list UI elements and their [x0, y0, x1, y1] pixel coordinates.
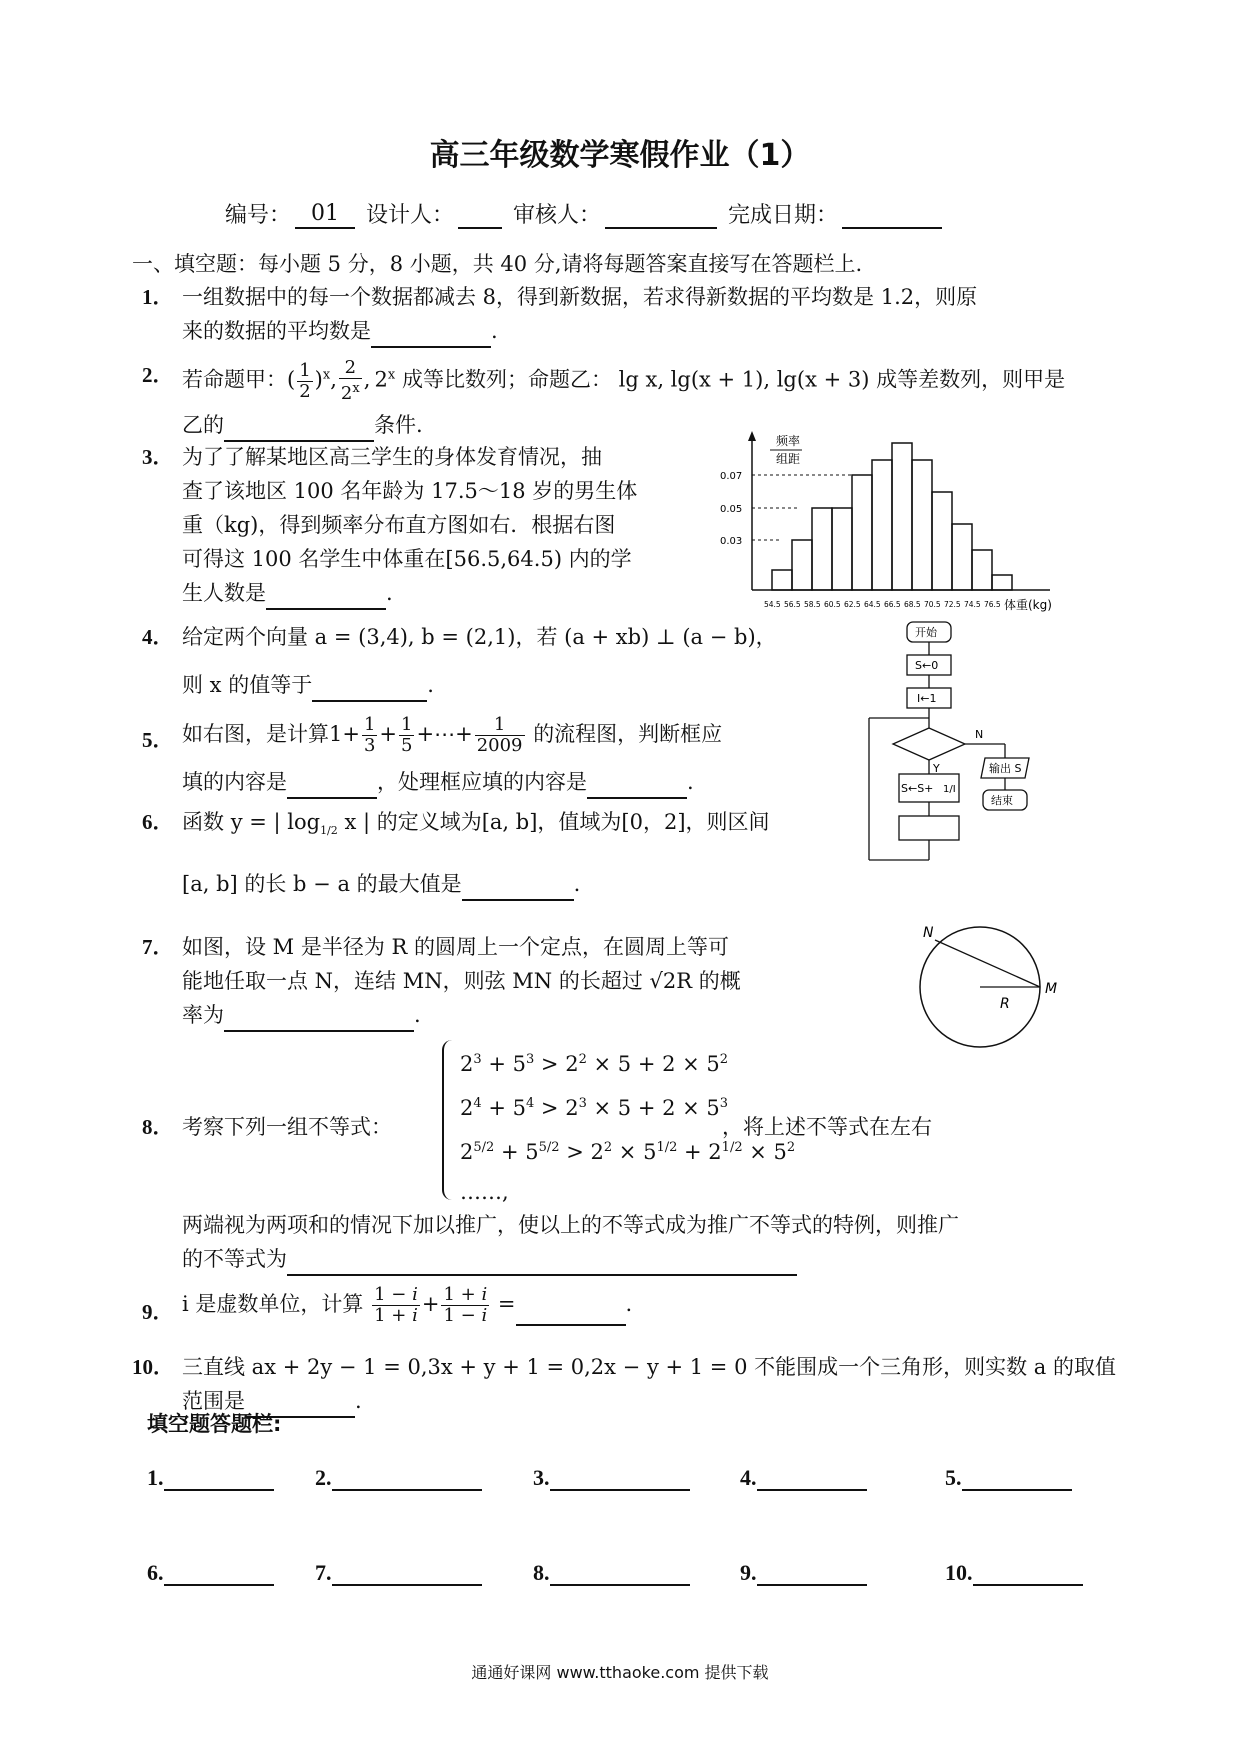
- answer-slot-10[interactable]: [945, 1560, 1083, 1586]
- q4-end: .: [427, 673, 434, 697]
- reviewer-field[interactable]: [605, 201, 717, 229]
- answer-slot-6[interactable]: [147, 1560, 274, 1586]
- designer-field[interactable]: [458, 201, 502, 229]
- hist-bar: [972, 550, 992, 590]
- q6-end: .: [573, 872, 581, 896]
- q5-pre: 如右图，是计算: [182, 722, 329, 746]
- question-10: [132, 1350, 1142, 1422]
- hist-bar: [772, 570, 792, 590]
- question-1: [142, 280, 1102, 350]
- q1-line2: 来的数据的平均数是: [182, 319, 371, 343]
- page-title: 高三年级数学寒假作业（1）: [429, 138, 811, 173]
- hist-xlabel: 体重(kg): [1004, 598, 1052, 612]
- q7-blank[interactable]: [224, 1006, 414, 1032]
- q2-post: 成等差数列，则甲是: [876, 367, 1066, 392]
- hist-bar: [832, 508, 852, 590]
- answer-slot-7[interactable]: [315, 1560, 482, 1586]
- hist-xtick: 70.5: [924, 600, 941, 609]
- q5-frac-1-5: $\frac{1}{5}$: [401, 714, 413, 756]
- flow-decision: [893, 728, 965, 760]
- q2-line2: 乙的: [182, 413, 224, 437]
- question-number: 3．: [142, 445, 174, 469]
- hist-xtick: 68.5: [904, 600, 921, 609]
- q3-line5: 生人数是: [182, 581, 266, 605]
- hist-ylabel-bottom: 组距: [776, 452, 801, 466]
- flow-frac-label: 1/I: [943, 784, 956, 795]
- q9-frac-1: $\frac{1 - i}{1 + i}$: [374, 1284, 418, 1326]
- ineq-1: $2^3 + 5^3 > 2^2 \times 5 + 2 \times 5^2$: [460, 1052, 729, 1076]
- hist-bar: [872, 460, 892, 590]
- q7-line1: 如图，设 M 是半径为 R 的圆周上一个定点，在圆周上等可: [182, 935, 730, 959]
- flow-y-label: Y: [933, 762, 940, 775]
- hist-xtick: 58.5: [804, 600, 821, 609]
- date-label: 完成日期：: [728, 203, 839, 228]
- answer-label: 6.: [147, 1560, 164, 1585]
- hist-bar: [852, 475, 872, 590]
- q10-end: .: [355, 1389, 362, 1413]
- q1-line1: 一组数据中的每一个数据都减去 8，得到新数据，若求得新数据的平均数是 1.2，则原: [182, 285, 978, 309]
- hist-xtick: 60.5: [824, 600, 841, 609]
- question-number: 8．: [142, 1115, 174, 1139]
- code-label: 编号：: [225, 203, 292, 228]
- hist-xtick: 64.5: [864, 600, 881, 609]
- answer-slot-8[interactable]: [533, 1560, 690, 1586]
- hist-ytick-007: 0.07: [720, 471, 743, 482]
- hist-xtick: 72.5: [944, 600, 961, 609]
- hist-xtick: 54.5: [764, 600, 781, 609]
- flow-proc-label: S←S+: [901, 782, 934, 795]
- flowchart-figure: [865, 620, 1065, 870]
- question-number: 2．: [142, 363, 174, 387]
- q5-line2b: ，处理框应填的内容是: [377, 770, 587, 794]
- q2-logs: lg x, lg(x + 1), lg(x + 3): [618, 367, 870, 392]
- question-number: 4．: [142, 625, 174, 649]
- q3-blank[interactable]: [266, 584, 386, 610]
- answer-label: 4.: [740, 1465, 757, 1490]
- answer-section-title: 填空题答题栏:: [147, 1412, 282, 1436]
- point-m-label: M: [1045, 981, 1058, 997]
- footer-text: 通通好课网 www.tthaoke.com 提供下载: [471, 1663, 769, 1682]
- q3-line4: 可得这 100 名学生中体重在[56.5,64.5) 内的学: [182, 547, 632, 571]
- flow-start-label: 开始: [915, 626, 937, 639]
- question-number: 5．: [142, 728, 174, 752]
- q9-end: .: [625, 1292, 633, 1316]
- q9-eq: =: [497, 1292, 516, 1316]
- q6-func: y = | log: [230, 810, 321, 834]
- q6-line2: [a, b] 的长 b − a 的最大值是: [182, 872, 462, 896]
- question-2: 2． 若命题甲：( $\frac{1}{2}$ )$^x$, $\frac{2}{2^x}$ , 2$^x$ 成等比数列；命题乙： lg x, lg(x + 1), lg(x + 3) 成等差数列，则甲是 乙的 条件.: [142, 358, 1122, 448]
- hist-ytick-005: 0.05: [720, 504, 743, 515]
- q2-end: 条件.: [374, 413, 423, 437]
- radius-label: R: [1000, 996, 1010, 1012]
- q5-frac-1-3: $\frac{1}{3}$: [363, 714, 376, 756]
- q4-line2: 则 x 的值等于: [182, 673, 313, 697]
- hist-bar: [932, 492, 952, 590]
- q3-line3: 重（kg)，得到频率分布直方图如右．根据右图: [182, 513, 616, 537]
- q7-line2c: 的概: [698, 969, 741, 993]
- q5-post: 的流程图，判断框应: [533, 722, 723, 746]
- answer-slot-4[interactable]: [740, 1465, 867, 1491]
- question-6: 6． 函数 y = | $\log_{1/2} x$ | 的定义域为[a, b]，值域为[0，2]，则区间 [a, b] 的长 b − a 的最大值是 .: [142, 805, 842, 915]
- q10-line1: 三直线 ax + 2y − 1 = 0,3x + y + 1 = 0,2x − y + 1 = 0 不能围成一个三角形，则实数 a 的取值: [182, 1355, 1116, 1379]
- date-field[interactable]: [842, 201, 942, 229]
- q1-blank[interactable]: [371, 322, 491, 348]
- question-number: 1．: [142, 285, 174, 309]
- q7-line3: 率为: [182, 1003, 224, 1027]
- hist-bar: [792, 540, 812, 590]
- hist-bar: [812, 508, 832, 590]
- flow-end-label: 结束: [991, 794, 1013, 807]
- q9-blank[interactable]: [516, 1300, 626, 1326]
- q8-post: ，将上述不等式在左右: [722, 1115, 932, 1139]
- hist-ylabel-top: 频率: [776, 434, 801, 448]
- hist-bar: [992, 575, 1012, 590]
- question-5: 5． 如右图，是计算1+ $\frac{1}{3}$ + $\frac{1}{5}$ +⋯+ $\frac{1}{2009}$ 的流程图，判断框应 填的内容是 ，处理框应填的内容是 .: [142, 715, 822, 805]
- answer-label: 3.: [533, 1465, 550, 1490]
- flow-blank-process: [899, 816, 959, 840]
- question-3: [142, 440, 702, 610]
- answer-label: 1.: [147, 1465, 164, 1490]
- q5-frac-1-2009: $\frac{1}{2009}$: [476, 714, 523, 756]
- hist-bar: [952, 524, 972, 590]
- flow-output-label: 输出 S: [989, 762, 1022, 775]
- question-9: 9． i 是虚数单位，计算 $\frac{1 - i}{1 + i}$ + $\frac{1 + i}{1 - i}$ = .: [142, 1285, 842, 1345]
- q2-blank[interactable]: [224, 416, 374, 442]
- question-7: [142, 930, 862, 1040]
- q6-pre: 函数: [182, 810, 224, 834]
- point-n-label: N: [923, 925, 934, 941]
- q3-line2: 查了该地区 100 名年龄为 17.5～18 岁的男生体: [182, 479, 638, 503]
- q8-blank[interactable]: [287, 1250, 797, 1276]
- answer-label: 8.: [533, 1560, 550, 1585]
- hist-xtick: 74.5: [964, 600, 981, 609]
- hist-bar: [892, 443, 912, 590]
- q9-pre: i 是虚数单位，计算: [182, 1292, 364, 1316]
- circle-figure: [905, 915, 1075, 1055]
- hist-xtick: 56.5: [784, 600, 801, 609]
- ineq-2: $2^4 + 5^4 > 2^3 \times 5 + 2 \times 5^3$: [460, 1096, 729, 1120]
- q2-mid: 成等比数列；命题乙：: [401, 367, 612, 392]
- hist-ytick-003: 0.03: [720, 536, 743, 547]
- flow-n-label: N: [975, 728, 984, 741]
- answer-slot-3[interactable]: [533, 1465, 690, 1491]
- q10-line2: 范围是: [182, 1389, 245, 1413]
- answer-slot-9[interactable]: [740, 1560, 867, 1586]
- answer-label: 5.: [945, 1465, 962, 1490]
- designer-label: 设计人：: [366, 203, 455, 228]
- question-number: 7．: [142, 935, 174, 959]
- question-4: [142, 620, 862, 700]
- answer-slot-1[interactable]: [147, 1465, 274, 1491]
- answer-label: 9.: [740, 1560, 757, 1585]
- answer-label: 10.: [945, 1560, 973, 1585]
- q2-pre: 若命题甲：: [182, 367, 287, 392]
- histogram-figure: [720, 425, 1060, 620]
- q3-end: .: [386, 581, 393, 605]
- q7-end: .: [414, 1003, 421, 1027]
- q8-pre: 考察下列一组不等式：: [182, 1115, 392, 1139]
- q8-line3: 的不等式为: [182, 1247, 287, 1271]
- q4-line1: 给定两个向量 a = (3,4), b = (2,1)，若 (a + xb) ⊥ (a − b)，: [182, 625, 777, 649]
- q4-blank[interactable]: [312, 676, 427, 702]
- q2-frac-half: $\frac{1}{2}$: [299, 359, 311, 402]
- hist-bar: [912, 460, 932, 590]
- code-value: 01: [295, 201, 355, 229]
- q5-end: .: [687, 770, 694, 794]
- ineq-3: $2^{5/2} + 5^{5/2} > 2^2 \times 5^{1/2} + 2^{1/2} \times 5^2$: [460, 1140, 796, 1164]
- question-number: 10．: [132, 1355, 174, 1379]
- hist-xtick: 66.5: [884, 600, 901, 609]
- section-heading: 一、填空题：每小题 5 分，8 小题，共 40 分,请将每题答案直接写在答题栏上.: [132, 252, 863, 276]
- flow-i1-label: I←1: [917, 692, 937, 705]
- q6-blank[interactable]: [462, 875, 574, 901]
- q6-post: x | 的定义域为[a, b]，值域为[0，2]，则区间: [344, 810, 770, 834]
- answer-label: 2.: [315, 1465, 332, 1490]
- q1-end: .: [491, 319, 498, 343]
- question-number: 6．: [142, 810, 174, 834]
- q8-line2: 两端视为两项和的情况下加以推广，使以上的不等式成为推广不等式的特例，则推广: [182, 1213, 959, 1237]
- q5-line2a: 填的内容是: [182, 770, 287, 794]
- hist-xtick: 76.5: [984, 600, 1001, 609]
- q3-line1: 为了了解某地区高三学生的身体发育情况，抽: [182, 445, 602, 469]
- flow-s0-label: S←0: [915, 659, 939, 672]
- reviewer-label: 审核人：: [513, 203, 602, 228]
- ineq-dots: ……,: [460, 1180, 509, 1204]
- question-number: 9．: [142, 1300, 174, 1324]
- q5-blank-2[interactable]: [587, 773, 687, 799]
- q5-blank-1[interactable]: [287, 773, 377, 799]
- q7-sqrt2r: √2R: [649, 969, 693, 993]
- q9-frac-2: $\frac{1 + i}{1 - i}$: [443, 1284, 488, 1326]
- q7-line2a: 能地任取一点 N，连结 MN，则弦 MN 的长超过: [182, 969, 643, 993]
- meta-line: [225, 198, 946, 229]
- answer-slot-2[interactable]: [315, 1465, 482, 1491]
- hist-xtick: 62.5: [844, 600, 861, 609]
- answer-label: 7.: [315, 1560, 332, 1585]
- question-8: [142, 1040, 1142, 1280]
- answer-slot-5[interactable]: [945, 1465, 1072, 1491]
- q2-frac-2-over-2x: $\frac{2}{2^x}$: [340, 357, 360, 404]
